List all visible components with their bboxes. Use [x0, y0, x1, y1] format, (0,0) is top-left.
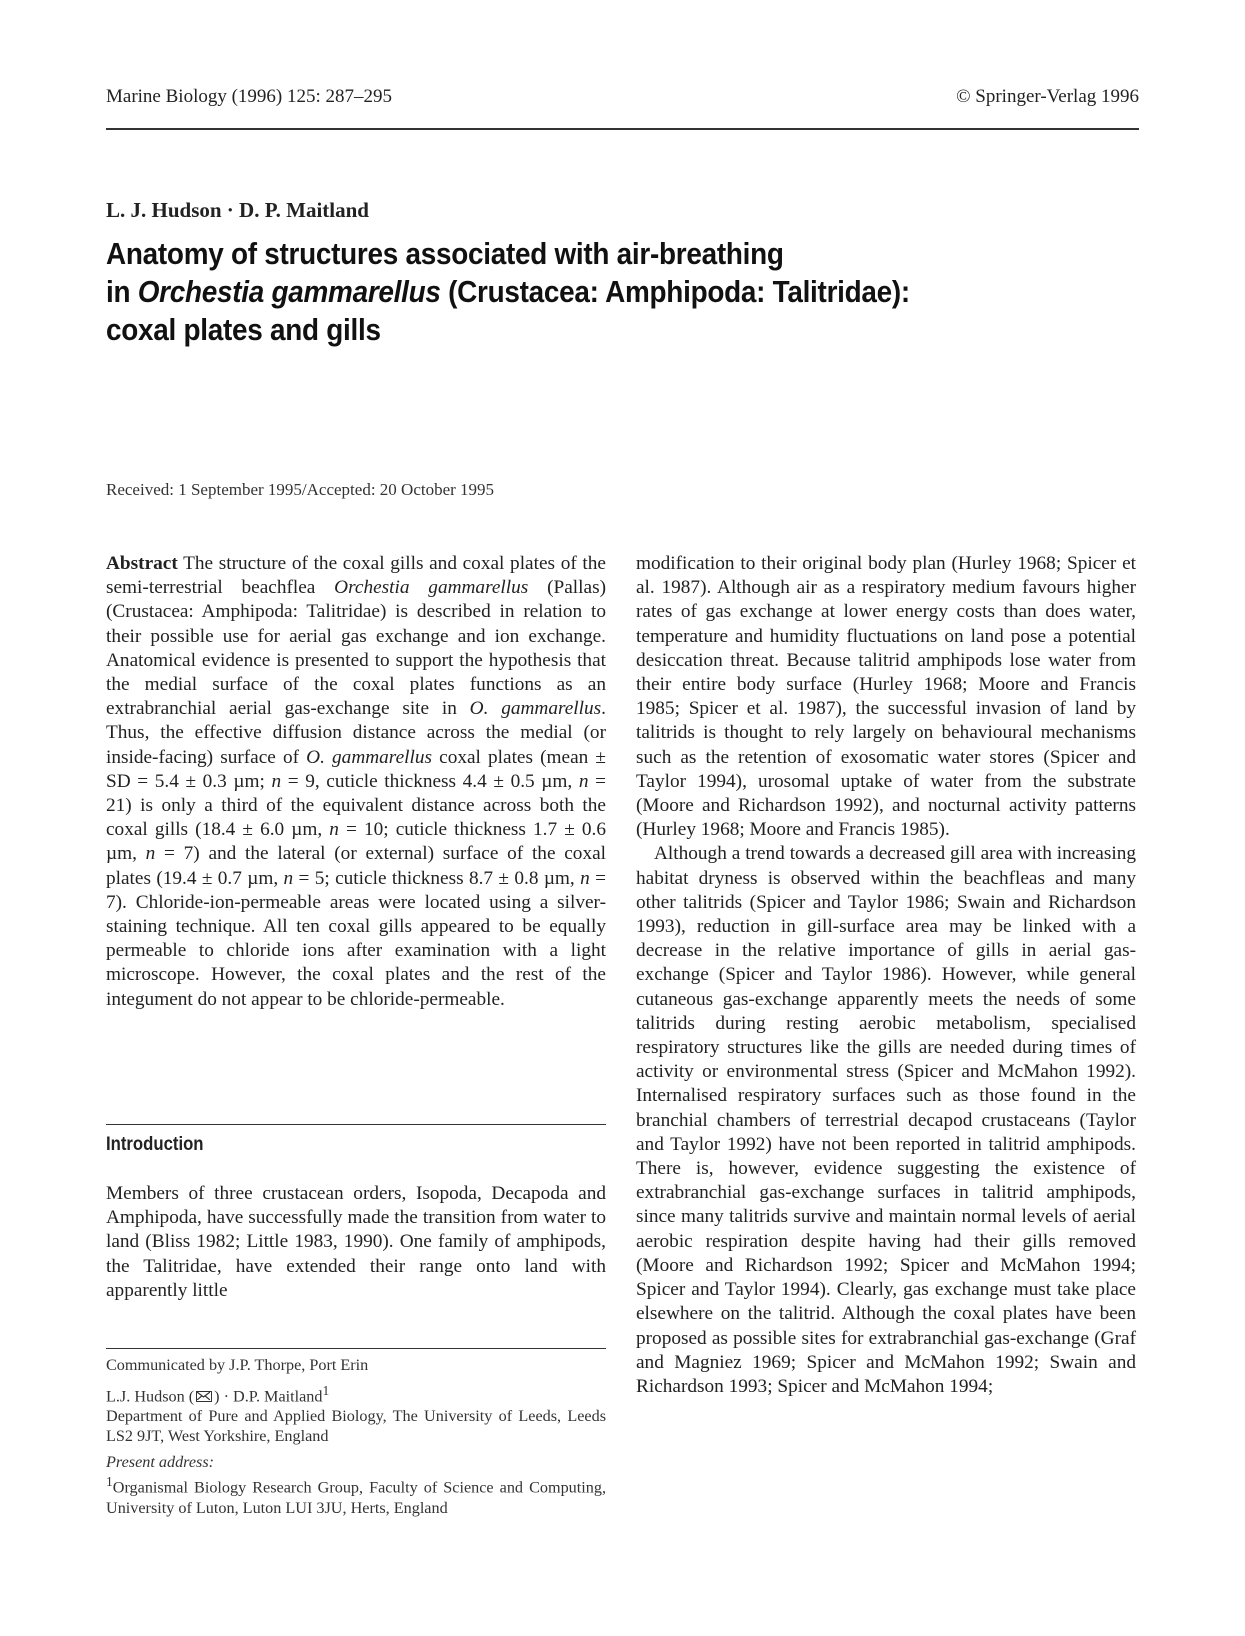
article-title	[106, 235, 1042, 349]
sample-size-symbol: n	[271, 770, 282, 792]
abstract-species: O. gammarellus	[306, 746, 433, 768]
body-paragraph: modification to their original body plan (Hurley 1968; Spicer et al. 1987). Although air as a respiratory medium favours higher rates of gas exchange at lower energy costs than does water, temperature and humidity fluctuations on land pose a potential desiccation threat. Because talitrid amphipods lose water from their entire body surface (Hurley 1968; Moore and Francis 1985; Spicer et al. 1987), the successful invasion of land by talitrids is thought to rely largely on behavioural mechanisms such as the retention of exosomatic water stores (Spicer and Taylor 1994), urosomal uptake of water from the substrate (Moore and Richardson 1992), and nocturnal activity patterns (Hurley 1968; Moore and Francis 1985).	[636, 553, 1136, 841]
author-names: L.J. Hudson (	[106, 1387, 195, 1406]
present-address-label-text: Present address:	[106, 1453, 215, 1472]
envelope-icon	[196, 1391, 212, 1402]
left-column	[106, 552, 606, 1012]
right-column	[636, 552, 1136, 1399]
title-line-2-suffix: (Crustacea: Amphipoda: Talitridae):	[440, 274, 910, 309]
introduction-heading: Introduction	[106, 1134, 204, 1155]
sample-size-symbol: n	[145, 843, 156, 865]
present-address-text: Organismal Biology Research Group, Faculty of Science and Computing, University of Luton, Luton LUI 3JU, Herts, England	[106, 1478, 606, 1517]
communicated-by: Communicated by J.P. Thorpe, Port Erin	[106, 1356, 369, 1374]
header-rule	[106, 128, 1139, 130]
sample-size-symbol: n	[329, 819, 339, 841]
author-line: L. J. Hudson · D. P. Maitland	[106, 198, 369, 222]
corresponding-authors	[106, 1381, 606, 1406]
footnote-marker: 1	[106, 1474, 113, 1490]
title-line-3: coxal plates and gills	[106, 312, 381, 347]
abstract-label: Abstract	[106, 553, 178, 574]
introduction-paragraph: Members of three crustacean orders, Isopoda, Decapoda and Amphipoda, have successfully made the transition from water to land (Bliss 1982; Little 1983, 1990). One family of amphipods, the Talitridae, have extended their range onto land with apparently little	[106, 1183, 606, 1301]
title-line-1: Anatomy of structures associated with air-breathing	[106, 236, 784, 271]
publisher-copyright: © Springer-Verlag 1996	[956, 86, 1139, 107]
author-names: ) · D.P. Maitland	[214, 1387, 323, 1406]
abstract-text: = 21) is only a third of the equivalent distance across both the coxal gills (18.4 ± 6.0 µm,	[106, 770, 606, 841]
abstract-text: = 10; cuticle thickness 1.7 ± 0.6 µm,	[106, 819, 606, 865]
sample-size-symbol: n	[578, 770, 589, 792]
running-head	[106, 86, 1139, 114]
abstract-text: (Pallas) (Crustacea: Amphipoda: Talitridae) is described in relation to their possible use for aerial gas exchange and ion exchange. Anatomical evidence is presented to support the hypothesis that the medial surface of the coxal plates functions as an extrabranchial aerial gas-exchange site in	[106, 577, 606, 720]
abstract-text: . Thus, the effective diffusion distance across the medial (or inside-facing) surface of	[106, 698, 606, 768]
footnote-rule	[106, 1348, 606, 1349]
title-line-2	[106, 273, 1042, 311]
abstract-species: O. gammarellus	[469, 698, 602, 720]
journal-citation: Marine Biology (1996) 125: 287–295	[106, 86, 393, 107]
title-line-2-prefix: in	[106, 274, 138, 309]
abstract-species: Orchestia gammarellus	[334, 577, 529, 599]
abstract-text: coxal plates (mean ± SD = 5.4 ± 0.3 µm;	[106, 746, 606, 792]
body-paragraph: Although a trend towards a decreased gill area with increasing habitat dryness is observed within the beachfleas and many other talitrids (Spicer and Taylor 1986; Swain and Richardson 1993), reduction in gill-surface area may be linked with a decrease in the relative importance of gills in aerial gas-exchange (Spicer and Taylor 1986). However, while general cutaneous gas-exchange apparently meets the needs of some talitrids during resting aerobic metabolism, specialised respiratory structures like the gills are needed during times of activity or environmental stress (Spicer and McMahon 1992). Internalised respiratory surfaces such as those found in the branchial chambers of terrestrial decapod crustaceans (Taylor and Taylor 1992) have not been reported in talitrid amphipods. There is, however, evidence suggesting the existence of extrabranchial gas-exchange surfaces in talitrid amphipods, since many talitrids survive and maintain normal levels of aerial aerobic respiration despite having had their gills removed (Moore and Richardson 1992; Spicer and McMahon 1994; Spicer and Taylor 1994). Clearly, gas exchange must take place elsewhere on the talitrid. Although the coxal plates have been proposed as possible sites for extrabranchial gas-exchange (Graf and Magniez 1969; Spicer and McMahon 1992; Swain and Richardson 1993; Spicer and McMahon 1994;	[636, 843, 1136, 1397]
footnotes	[106, 1355, 606, 1524]
sample-size-symbol: n	[580, 867, 590, 889]
present-address-label	[106, 1452, 606, 1472]
abstract-text: = 9, cuticle thickness 4.4 ± 0.5 µm,	[281, 770, 579, 792]
department-address: Department of Pure and Applied Biology, The University of Leeds, Leeds LS2 9JT, West Yorkshire, England	[106, 1407, 606, 1446]
abstract-paragraph	[106, 552, 606, 1012]
footnote-marker: 1	[322, 1383, 330, 1398]
abstract-text: = 7) and the lateral (or external) surface of the coxal plates (19.4 ± 0.7 µm,	[106, 843, 606, 889]
introduction-rule	[106, 1124, 606, 1125]
title-species: Orchestia gammarellus	[137, 274, 441, 309]
received-dates: Received: 1 September 1995/Accepted: 20 October 1995	[106, 480, 495, 499]
present-address	[106, 1472, 606, 1517]
abstract-text: = 7). Chloride-ion-permeable areas were located using a silver-staining technique. All ten coxal gills appeared to be equally permeable to chloride ions after examination with a light microscope. However, the coxal plates and the rest of the integument do not appear to be chloride-permeable.	[106, 867, 606, 1010]
abstract-text: The structure of the coxal gills and coxal plates of the semi-terrestrial beachflea	[106, 553, 606, 599]
sample-size-symbol: n	[283, 867, 294, 889]
abstract-text: = 5; cuticle thickness 8.7 ± 0.8 µm,	[293, 867, 581, 889]
